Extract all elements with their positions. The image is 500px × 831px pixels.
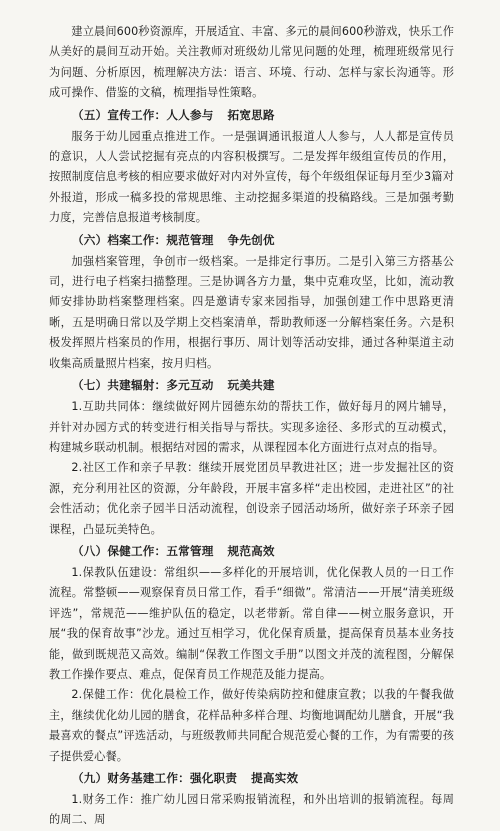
heading-text: （七）共建辐射：多元互动 [72,378,214,393]
heading-subtext: 规范高效 [227,543,275,558]
paragraph-community: 2.社区工作和亲子早教：继续开展党团员早教进社区；进一步发掘社区的资源，充分利用社区的资源，分年龄段，开展丰富多样“走出校园，走进社区”的社会性活动；优化亲子园半日活动流程，创设亲子园活动场所，做好亲子环亲子园课程，凸显玩美特色。 [49,461,454,536]
section-heading-healthcare [49,543,454,560]
paragraph-archives: 加强档案管理，争创市一级档案。一是排定行事历。二是引入第三方搭基公司，进行电子档案扫描整理。三是协调各方力量，集中克难攻坚，比如，流动教师安排协助档案整理档案。四是邀请专家来园指导，加强创建工作中思路更清晰，五是明确日常以及学期上交档案清单，帮助教师逐一分解档案任务。六是积极发挥照片档案员的作用，根据行事历、周计划等活动安排，通过各种渠道主动收集高质量照片档案，按月归档。 [49,254,454,370]
heading-text: （六）档案工作：规范管理 [72,232,214,247]
paragraph-health: 2.保健工作：优化晨检工作，做好传染病防控和健康宣教；以我的午餐我做主，继续优化幼儿园的膳食，花样品种多样合理、均衡地调配幼儿膳食，开展“我最喜欢的餐点”评选活动，与班级教师共同配合规范爱心餐的工作，为有需要的孩子提供爱心餐。 [49,688,454,763]
section-heading-archives [49,232,454,249]
paragraph-staff: 1.保教队伍建设：常组织——多样化的开展培训，优化保教人员的一日工作流程。常整顿——观察保育员日常工作，看手“细微”。常清洁——开展“清美班级评选”，常规范——维护队伍的稳定，以老带新。常自律——树立服务意识，开展“我的保育故事”沙龙。通过互相学习，优化保育质量，提高保育员基本业务技能，做到既规范又高效。编制“保教工作图文手册”以图文并茂的流程图，分解保教工作操作要点、难点，促保育员工作规范及能力提高。 [49,565,454,681]
paragraph-finance: 1.财务工作：推广幼儿园日常采购报销流程，和外出培训的报销流程。每周的周二、周 [49,793,454,827]
paragraph-intro: 建立晨间600秒资源库，开展适宜、丰富、多元的晨间600秒游戏，快乐工作从美好的晨间互动开始。关注教师对班级幼儿常见问题的处理，梳理班级常见行为问题、分析原因，梳理解决方法：语言、环境、行动、怎样与家长沟通等。形成可操作、借鉴的文稿，梳理指导性策略。 [49,25,454,100]
section-heading-finance [49,770,454,787]
section-heading-cobuild [49,377,454,394]
heading-subtext: 玩美共建 [227,378,275,393]
heading-subtext: 提高实效 [251,771,299,785]
heading-subtext: 争先创优 [227,232,275,247]
heading-text: （九）财务基建工作：强化职责 [72,771,238,785]
paragraph-publicity: 服务于幼儿园重点推进工作。一是强调通讯报道人人参与，人人都是宣传员的意识，人人尝试挖掘有亮点的内容积极撰写。二是发挥年级组宣传员的作用，按照制度信息考核的相应要求做好对内对外宣传，每个年级组保证每月至少3篇对外报道，形成一稿多投的常规思维、主动挖掘多渠道的投稿路线。三是加强考勤力度，完善信息报道考核制度。 [49,129,454,225]
heading-text: （八）保健工作：五常管理 [72,543,214,558]
section-heading-publicity [49,107,454,124]
heading-subtext: 拓宽思路 [227,107,275,122]
paragraph-mutual-aid: 1.互助共同体：继续做好网片园德东幼的帮扶工作，做好每月的网片辅导，并针对办园方式的转变进行相关指导与帮扶。实现多途径、多形式的互动模式，构建城乡联动机制。根据结对园的需求，从课程园本化方面进行点对点的指导。 [49,400,454,454]
heading-text: （五）宣传工作：人人参与 [72,107,214,122]
